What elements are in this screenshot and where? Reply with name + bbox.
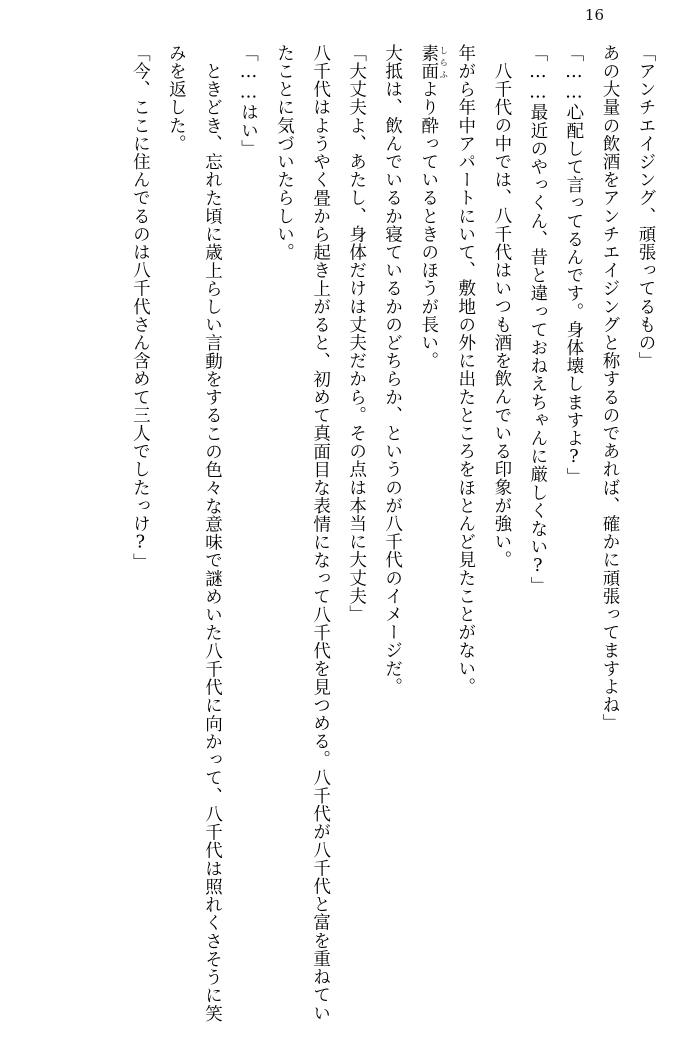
ruby-annotation bbox=[418, 44, 448, 81]
paragraph: 「……最近のやっくん、昔と違っておねえちゃんに厳しくない?」 bbox=[527, 44, 548, 595]
paragraph: あの大量の飲酒をアンチエイジングと称するのであれば、確かに頑張ってますよね」 bbox=[599, 44, 620, 732]
paragraph: 「アンチエイジング、頑張ってるもの」 bbox=[636, 44, 656, 370]
paragraph-rest: より酔っているときのほうが長い。 bbox=[418, 80, 439, 370]
page-number: 16 bbox=[584, 6, 604, 24]
ruby-text: しらふ bbox=[437, 44, 448, 81]
paragraph: 年がら年中アパートにいて、敷地の外に出たところをほとんど見たことがない。 bbox=[455, 44, 476, 696]
ruby-base-text: 素面 bbox=[418, 44, 439, 81]
paragraph-with-ruby bbox=[411, 44, 448, 1022]
paragraph: 大抵は、飲んでいるか寝ているかのどちらか、というのが八千代のイメージだ。 bbox=[382, 44, 403, 696]
paragraph: 「今、ここに住んでるのは八千代さん含めて三人でしたっけ?」 bbox=[130, 44, 151, 572]
paragraph: ときどき、忘れた頃に歳上らしい言動をするこの色々な意味で謎めいた八千代に向かって、八千代は照れくさそうに笑みを返した。 bbox=[166, 44, 223, 1022]
vertical-text-body bbox=[26, 44, 664, 1022]
paragraph: 「……心配して言ってるんです。身体壊しますよ?」 bbox=[563, 44, 584, 486]
paragraph: 「……はい」 bbox=[238, 44, 259, 158]
paragraph: 八千代の中では、八千代はいつも酒を飲んでいる印象が強い。 bbox=[491, 61, 512, 569]
paragraph: 八千代はようやく畳から起き上がると、初めて真面目な表情になって八千代を見つめる。八千代が八千代と富を重ねていたことに気づいたらしい。 bbox=[274, 44, 331, 1022]
paragraph: 「大丈夫よ、あたし、身体だけは丈夫だから。その点は本当に大丈夫」 bbox=[346, 44, 367, 624]
